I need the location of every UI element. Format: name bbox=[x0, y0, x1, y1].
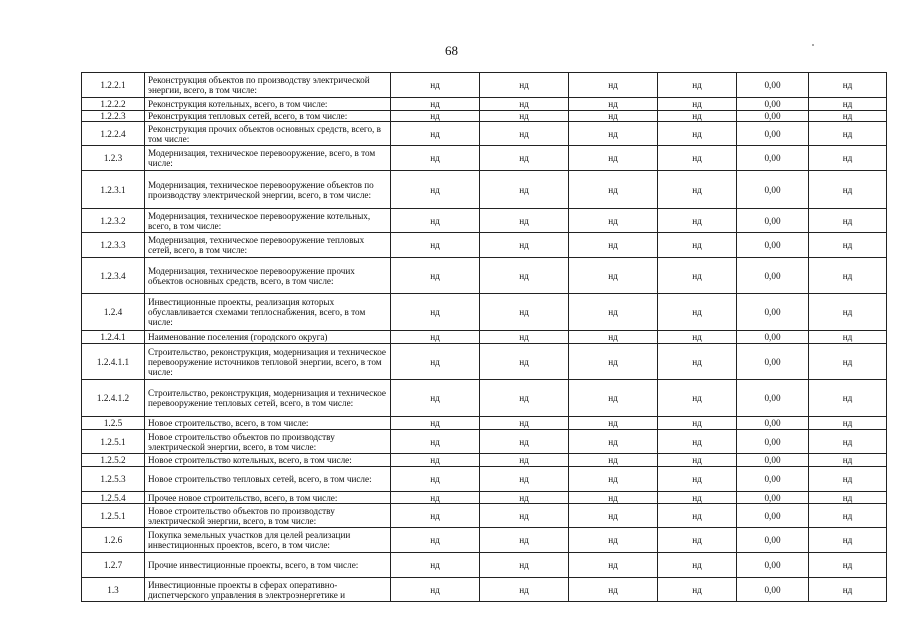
value-cell: нд bbox=[569, 122, 658, 146]
value-cell: нд bbox=[809, 294, 887, 331]
value-cell: нд bbox=[569, 454, 658, 467]
row-name: Строительство, реконструкция, модернизация и техническое перевооружение источников тепловой энергии, всего, в том числе: bbox=[145, 344, 391, 380]
value-cell: 0,00 bbox=[737, 344, 809, 380]
value-cell: нд bbox=[480, 98, 569, 111]
row-number: 1.2.5.2 bbox=[82, 454, 145, 467]
value-cell: нд bbox=[391, 417, 480, 430]
value-cell: нд bbox=[809, 492, 887, 504]
value-cell: 0,00 bbox=[737, 380, 809, 417]
value-cell: нд bbox=[480, 73, 569, 98]
table-row bbox=[82, 454, 887, 467]
value-cell: нд bbox=[569, 146, 658, 171]
value-cell: нд bbox=[391, 344, 480, 380]
row-name: Модернизация, техническое перевооружение тепловых сетей, всего, в том числе: bbox=[145, 233, 391, 258]
value-cell: нд bbox=[569, 417, 658, 430]
row-number: 1.2.2.3 bbox=[82, 111, 145, 122]
value-cell: нд bbox=[391, 467, 480, 492]
value-cell: нд bbox=[809, 331, 887, 344]
row-number: 1.2.2.4 bbox=[82, 122, 145, 146]
table-row bbox=[82, 209, 887, 233]
row-number: 1.2.4.1.1 bbox=[82, 344, 145, 380]
value-cell: нд bbox=[480, 578, 569, 602]
value-cell: нд bbox=[480, 528, 569, 553]
value-cell: нд bbox=[809, 380, 887, 417]
value-cell: нд bbox=[658, 111, 737, 122]
value-cell: нд bbox=[480, 430, 569, 454]
table-row bbox=[82, 98, 887, 111]
value-cell: 0,00 bbox=[737, 553, 809, 578]
value-cell: нд bbox=[391, 380, 480, 417]
value-cell: нд bbox=[391, 111, 480, 122]
row-name: Инвестиционные проекты, реализация которых обуславливается схемами теплоснабжения, всего, в том числе: bbox=[145, 294, 391, 331]
value-cell: нд bbox=[391, 209, 480, 233]
value-cell: нд bbox=[569, 492, 658, 504]
value-cell: нд bbox=[809, 111, 887, 122]
value-cell: 0,00 bbox=[737, 417, 809, 430]
row-name: Реконструкция тепловых сетей, всего, в том числе: bbox=[145, 111, 391, 122]
row-number: 1.2.4.1.2 bbox=[82, 380, 145, 417]
value-cell: нд bbox=[569, 467, 658, 492]
value-cell: нд bbox=[480, 504, 569, 528]
value-cell: 0,00 bbox=[737, 233, 809, 258]
row-number: 1.2.3 bbox=[82, 146, 145, 171]
value-cell: нд bbox=[480, 258, 569, 294]
value-cell: нд bbox=[658, 73, 737, 98]
value-cell: нд bbox=[658, 492, 737, 504]
table-row bbox=[82, 73, 887, 98]
value-cell: нд bbox=[391, 122, 480, 146]
value-cell: нд bbox=[658, 331, 737, 344]
value-cell: нд bbox=[658, 380, 737, 417]
row-name: Новое строительство объектов по производству электрической энергии, всего, в том числе: bbox=[145, 504, 391, 528]
value-cell: нд bbox=[569, 171, 658, 209]
value-cell: 0,00 bbox=[737, 492, 809, 504]
value-cell: нд bbox=[809, 146, 887, 171]
value-cell: нд bbox=[809, 417, 887, 430]
table-row bbox=[82, 344, 887, 380]
value-cell: нд bbox=[391, 73, 480, 98]
value-cell: нд bbox=[391, 578, 480, 602]
value-cell: нд bbox=[658, 417, 737, 430]
row-name: Новое строительство котельных, всего, в том числе: bbox=[145, 454, 391, 467]
value-cell: нд bbox=[480, 171, 569, 209]
value-cell: нд bbox=[480, 233, 569, 258]
value-cell: нд bbox=[809, 171, 887, 209]
row-name: Реконструкция объектов по производству электрической энергии, всего, в том числе: bbox=[145, 73, 391, 98]
value-cell: нд bbox=[658, 578, 737, 602]
value-cell: нд bbox=[391, 146, 480, 171]
table-row bbox=[82, 122, 887, 146]
row-number: 1.2.3.3 bbox=[82, 233, 145, 258]
row-name: Модернизация, техническое перевооружение, всего, в том числе: bbox=[145, 146, 391, 171]
investment-table bbox=[81, 72, 887, 602]
row-name: Модернизация, техническое перевооружение котельных, всего, в том числе: bbox=[145, 209, 391, 233]
value-cell: 0,00 bbox=[737, 528, 809, 553]
value-cell: нд bbox=[391, 528, 480, 553]
scan-speck bbox=[812, 44, 814, 46]
value-cell: нд bbox=[480, 209, 569, 233]
table-row bbox=[82, 380, 887, 417]
row-name: Прочее новое строительство, всего, в том числе: bbox=[145, 492, 391, 504]
row-name: Инвестиционные проекты в сферах оперативно-диспетчерского управления в электроэнергетике и bbox=[145, 578, 391, 602]
value-cell: 0,00 bbox=[737, 504, 809, 528]
value-cell: 0,00 bbox=[737, 146, 809, 171]
row-name: Покупка земельных участков для целей реализации инвестиционных проектов, всего, в том числе: bbox=[145, 528, 391, 553]
row-name: Реконструкция прочих объектов основных средств, всего, в том числе: bbox=[145, 122, 391, 146]
table-row bbox=[82, 430, 887, 454]
value-cell: 0,00 bbox=[737, 467, 809, 492]
value-cell: нд bbox=[391, 430, 480, 454]
value-cell: нд bbox=[569, 344, 658, 380]
value-cell: 0,00 bbox=[737, 258, 809, 294]
value-cell: нд bbox=[480, 467, 569, 492]
value-cell: 0,00 bbox=[737, 331, 809, 344]
value-cell: нд bbox=[569, 528, 658, 553]
row-name: Модернизация, техническое перевооружение прочих объектов основных средств, всего, в том числе: bbox=[145, 258, 391, 294]
row-name: Реконструкция котельных, всего, в том числе: bbox=[145, 98, 391, 111]
table-row bbox=[82, 528, 887, 553]
value-cell: 0,00 bbox=[737, 578, 809, 602]
value-cell: 0,00 bbox=[737, 98, 809, 111]
row-name: Наименование поселения (городского округа) bbox=[145, 331, 391, 344]
table-row bbox=[82, 233, 887, 258]
value-cell: нд bbox=[809, 430, 887, 454]
value-cell: нд bbox=[658, 233, 737, 258]
value-cell: нд bbox=[809, 98, 887, 111]
value-cell: нд bbox=[480, 146, 569, 171]
value-cell: нд bbox=[391, 294, 480, 331]
value-cell: нд bbox=[569, 504, 658, 528]
row-number: 1.2.5.4 bbox=[82, 492, 145, 504]
table-row bbox=[82, 578, 887, 602]
value-cell: нд bbox=[391, 492, 480, 504]
value-cell: 0,00 bbox=[737, 122, 809, 146]
row-number: 1.2.2.1 bbox=[82, 73, 145, 98]
table-row bbox=[82, 417, 887, 430]
value-cell: нд bbox=[809, 258, 887, 294]
row-name: Прочие инвестиционные проекты, всего, в том числе: bbox=[145, 553, 391, 578]
row-number: 1.2.3.2 bbox=[82, 209, 145, 233]
row-name: Строительство, реконструкция, модернизация и техническое перевооружение тепловых сетей, всего, в том числе: bbox=[145, 380, 391, 417]
table-row bbox=[82, 504, 887, 528]
value-cell: 0,00 bbox=[737, 73, 809, 98]
table-row bbox=[82, 467, 887, 492]
row-name: Новое строительство объектов по производству электрической энергии, всего, в том числе: bbox=[145, 430, 391, 454]
value-cell: нд bbox=[809, 467, 887, 492]
value-cell: нд bbox=[809, 553, 887, 578]
value-cell: нд bbox=[391, 553, 480, 578]
value-cell: нд bbox=[658, 344, 737, 380]
value-cell: 0,00 bbox=[737, 111, 809, 122]
value-cell: нд bbox=[480, 417, 569, 430]
value-cell: нд bbox=[809, 73, 887, 98]
value-cell: нд bbox=[658, 209, 737, 233]
value-cell: нд bbox=[480, 344, 569, 380]
row-number: 1.2.4 bbox=[82, 294, 145, 331]
value-cell: нд bbox=[809, 233, 887, 258]
value-cell: нд bbox=[569, 380, 658, 417]
value-cell: 0,00 bbox=[737, 209, 809, 233]
row-name: Новое строительство тепловых сетей, всего, в том числе: bbox=[145, 467, 391, 492]
row-number: 1.2.5.1 bbox=[82, 504, 145, 528]
value-cell: нд bbox=[658, 504, 737, 528]
value-cell: нд bbox=[391, 454, 480, 467]
value-cell: нд bbox=[391, 98, 480, 111]
value-cell: нд bbox=[391, 504, 480, 528]
value-cell: 0,00 bbox=[737, 454, 809, 467]
row-number: 1.2.5.3 bbox=[82, 467, 145, 492]
value-cell: нд bbox=[480, 331, 569, 344]
value-cell: 0,00 bbox=[737, 294, 809, 331]
row-number: 1.2.7 bbox=[82, 553, 145, 578]
value-cell: нд bbox=[658, 294, 737, 331]
value-cell: нд bbox=[809, 504, 887, 528]
value-cell: нд bbox=[480, 454, 569, 467]
value-cell: нд bbox=[569, 209, 658, 233]
value-cell: нд bbox=[569, 98, 658, 111]
table-row bbox=[82, 492, 887, 504]
table-row bbox=[82, 331, 887, 344]
value-cell: нд bbox=[658, 467, 737, 492]
value-cell: нд bbox=[569, 294, 658, 331]
value-cell: нд bbox=[480, 111, 569, 122]
row-number: 1.3 bbox=[82, 578, 145, 602]
value-cell: нд bbox=[391, 331, 480, 344]
value-cell: нд bbox=[658, 171, 737, 209]
value-cell: нд bbox=[569, 430, 658, 454]
table-row bbox=[82, 258, 887, 294]
value-cell: 0,00 bbox=[737, 171, 809, 209]
value-cell: нд bbox=[658, 528, 737, 553]
row-number: 1.2.6 bbox=[82, 528, 145, 553]
value-cell: нд bbox=[658, 122, 737, 146]
page-number: 68 bbox=[445, 43, 458, 58]
value-cell: нд bbox=[480, 380, 569, 417]
value-cell: нд bbox=[569, 258, 658, 294]
value-cell: нд bbox=[480, 492, 569, 504]
row-number: 1.2.3.4 bbox=[82, 258, 145, 294]
value-cell: нд bbox=[658, 430, 737, 454]
value-cell: нд bbox=[480, 294, 569, 331]
value-cell: 0,00 bbox=[737, 430, 809, 454]
value-cell: нд bbox=[809, 454, 887, 467]
value-cell: нд bbox=[809, 578, 887, 602]
row-number: 1.2.3.1 bbox=[82, 171, 145, 209]
value-cell: нд bbox=[569, 73, 658, 98]
table-row bbox=[82, 111, 887, 122]
table-body bbox=[82, 73, 887, 602]
table-row bbox=[82, 553, 887, 578]
value-cell: нд bbox=[658, 258, 737, 294]
value-cell: нд bbox=[809, 122, 887, 146]
row-name: Модернизация, техническое перевооружение объектов по производству электрической энергии, всего, в том числе: bbox=[145, 171, 391, 209]
table-row bbox=[82, 171, 887, 209]
value-cell: нд bbox=[569, 578, 658, 602]
value-cell: нд bbox=[569, 331, 658, 344]
value-cell: нд bbox=[569, 111, 658, 122]
row-number: 1.2.5 bbox=[82, 417, 145, 430]
value-cell: нд bbox=[658, 146, 737, 171]
value-cell: нд bbox=[809, 344, 887, 380]
value-cell: нд bbox=[480, 122, 569, 146]
row-name: Новое строительство, всего, в том числе: bbox=[145, 417, 391, 430]
value-cell: нд bbox=[480, 553, 569, 578]
value-cell: нд bbox=[658, 98, 737, 111]
value-cell: нд bbox=[658, 454, 737, 467]
value-cell: нд bbox=[391, 233, 480, 258]
value-cell: нд bbox=[809, 528, 887, 553]
value-cell: нд bbox=[391, 258, 480, 294]
row-number: 1.2.4.1 bbox=[82, 331, 145, 344]
table-row bbox=[82, 294, 887, 331]
value-cell: нд bbox=[809, 209, 887, 233]
value-cell: нд bbox=[569, 233, 658, 258]
row-number: 1.2.2.2 bbox=[82, 98, 145, 111]
row-number: 1.2.5.1 bbox=[82, 430, 145, 454]
value-cell: нд bbox=[391, 171, 480, 209]
table-row bbox=[82, 146, 887, 171]
value-cell: нд bbox=[569, 553, 658, 578]
value-cell: нд bbox=[658, 553, 737, 578]
